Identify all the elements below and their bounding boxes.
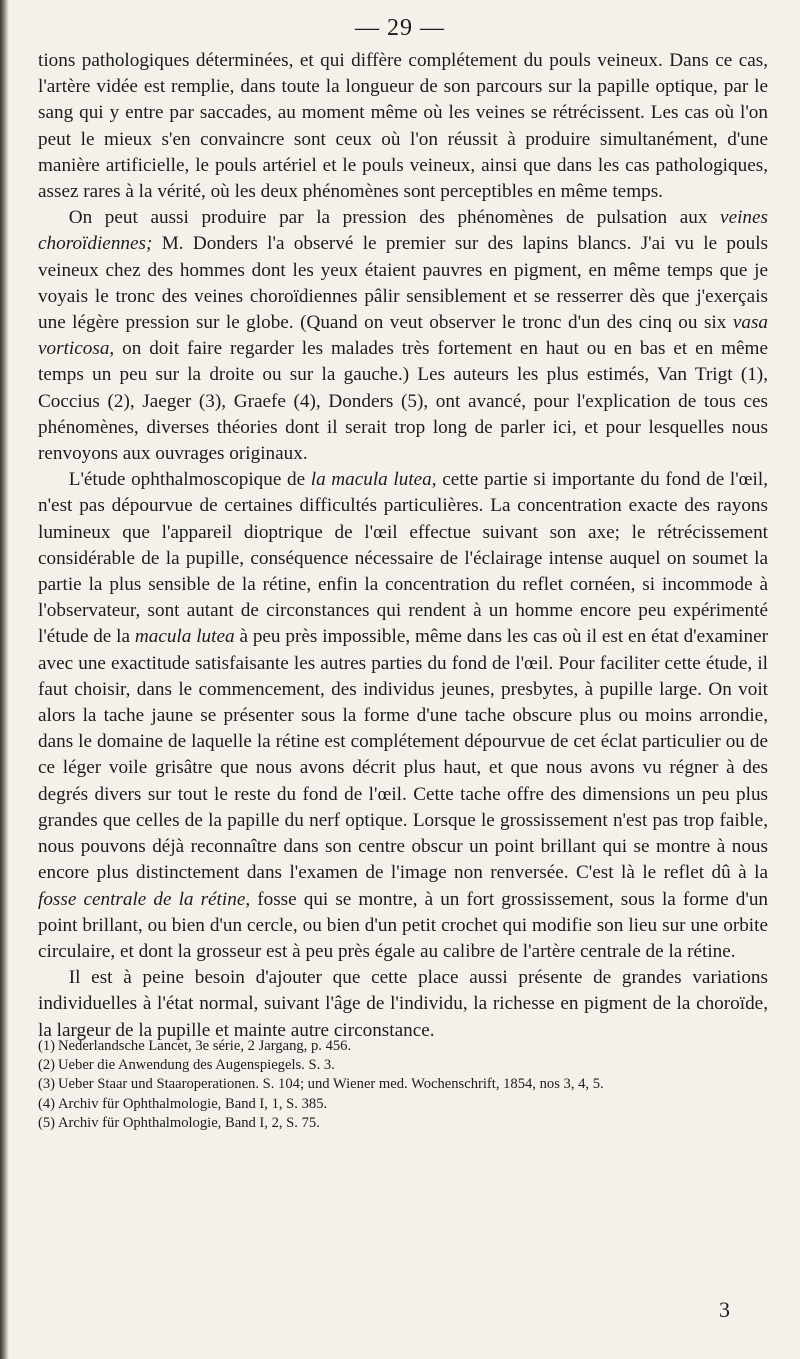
signature-mark: 3 bbox=[719, 1297, 730, 1322]
footnote bbox=[38, 1037, 768, 1056]
paragraph bbox=[38, 48, 768, 205]
footnote-text: Archiv für Ophthalmologie, Band I, 1, S. 385. bbox=[58, 1095, 328, 1112]
italic-term: vasa vorticosa bbox=[38, 312, 768, 360]
page-binding-edge bbox=[0, 0, 9, 1359]
footnote-text: Nederlandsche Lancet, 3e série, 2 Jargang, p. 456. bbox=[58, 1038, 352, 1054]
footnote-text: Archiv für Ophthalmologie, Band I, 2, S. 75. bbox=[58, 1114, 320, 1131]
footnote-text: Ueber Staar und Staaroperationen. S. 104; und Wiener med. Wochenschrift, 1854, nos 3, 4, 5. bbox=[58, 1076, 604, 1093]
paragraph-text: On peut aussi produire par la pression des phénomènes de pulsation aux bbox=[68, 207, 721, 229]
paragraph-text: , fosse qui se montre, à un fort grossissement, sous la forme d'un point brillant, ou bien d'un cercle, ou bien d'un petit crochet qui modifie son lieu sur une orbite circulaire, et dont la grosseur est à peu près égale au calibre de l'artère centrale de la rétine. bbox=[38, 888, 769, 962]
paragraph-text: , cette partie si importante du fond de l'œil, n'est pas dépourvue de certaines difficultés particulières. La concentration exacte des rayons lumineux que l'appareil dioptrique de l'œil effectue suivant son axe; le rétrécissement considérable de la pupille, conséquence nécessaire de l'éclairage intense auquel on soumet la partie la plus sensible de la rétine, enfin la concentration du reflet cornéen, si incommode à l'observateur, sont autant de circonstances qui rendent à un homme encore peu expérimenté l'étude de la bbox=[38, 469, 768, 648]
paragraph-text: , on doit faire regarder les malades très fortement en haut ou en bas et en même temps un peu sur la droite ou sur la gauche.) Les auteurs les plus estimés, Van Trigt (1), Coccius (2), Jaeger (3), Graefe (4), Donders (5), ont avancé, pour l'explication de tous ces phénomènes, diverses théories dont il serait trop long de parler ici, et pour lesquelles nous renvoyons aux ouvrages originaux. bbox=[38, 338, 768, 465]
footnote bbox=[38, 1114, 768, 1133]
text-body bbox=[38, 48, 768, 1044]
footnote bbox=[38, 1056, 768, 1075]
italic-term: veines choroïdiennes; bbox=[38, 207, 768, 255]
footnote bbox=[38, 1095, 768, 1114]
paragraph-text: Il est à peine besoin d'ajouter que cette place aussi présente de grandes variations individuelles à l'état normal, suivant l'âge de l'individu, la richesse en pigment de la choroïde, la largeur de la pupille et mainte autre circonstance. bbox=[38, 967, 768, 1041]
footnote-number: (1) bbox=[38, 1038, 56, 1054]
footnote bbox=[38, 1075, 768, 1094]
footnotes bbox=[38, 1037, 768, 1133]
paragraph bbox=[38, 467, 768, 965]
paragraph-text: à peu près impossible, même dans les cas où il est en état d'examiner avec une exactitude satisfaisante les autres parties du fond de l'œil. Pour faciliter cette étude, il faut choisir, dans le commencement, des individus jeunes, presbytes, à pupille large. On voit alors la tache jaune se présenter sous la forme d'une tache obscure plus ou moins arrondie, dans le domaine de laquelle la rétine est complétement dépourvue de cet éclat particulier ou de ce léger voile grisâtre que nous avons décrit plus haut, et que nous avons vu régner à des degrés divers sur tout le reste du fond de l'œil. Cette tache offre des dimensions un peu plus grandes que celles de la papille du nerf optique. Lorsque le grossissement n'est pas trop faible, nous pouvons déjà reconnaître dans son centre obscur un point brillant qui se montre à nous encore plus distinctement dans l'examen de l'image non renversée. C'est là le reflet dû à la bbox=[38, 626, 769, 884]
paragraph-text: L'étude ophthalmoscopique de bbox=[68, 469, 311, 491]
italic-term: la macula lutea bbox=[310, 469, 432, 491]
footnote-number: (4) bbox=[38, 1095, 56, 1112]
paragraph bbox=[38, 965, 768, 1044]
paragraph-text: M. Donders l'a observé le premier sur des lapins blancs. J'ai vu le pouls veineux chez des hommes dont les yeux étaient pauvres en pigment, en même temps que je voyais le tronc des veines choroïdiennes pâlir sensiblement et se resserrer dès que j'exerçais une légère pression sur le globe. (Quand on veut observer le tronc d'un des cinq ou six bbox=[38, 233, 768, 334]
page-number: — 29 — bbox=[355, 15, 445, 41]
italic-term: fosse centrale de la rétine bbox=[38, 888, 246, 910]
footnote-text: Ueber die Anwendung des Augenspiegels. S. 3. bbox=[58, 1057, 335, 1074]
footnote-number: (3) bbox=[38, 1076, 56, 1093]
italic-term: macula lutea bbox=[134, 626, 235, 648]
footnote-number: (5) bbox=[38, 1114, 56, 1131]
footnote-number: (2) bbox=[38, 1057, 56, 1074]
paragraph bbox=[38, 205, 768, 467]
paragraph-text: tions pathologiques déterminées, et qui diffère complétement du pouls veineux. Dans ce cas, l'artère vidée est remplie, dans toute la longueur de son parcours sur la papille optique, par le sang qui y entre par saccades, au moment même où les veines se rétrécissent. Les cas où l'on peut le mieux s'en convaincre sont ceux où l'on réussit à produire simultanément, d'une manière artificielle, le pouls artériel et le pouls veineux, ainsi que dans les cas pathologiques, assez rares à la vérité, où les deux phénomènes sont perceptibles en même temps. bbox=[38, 50, 768, 203]
